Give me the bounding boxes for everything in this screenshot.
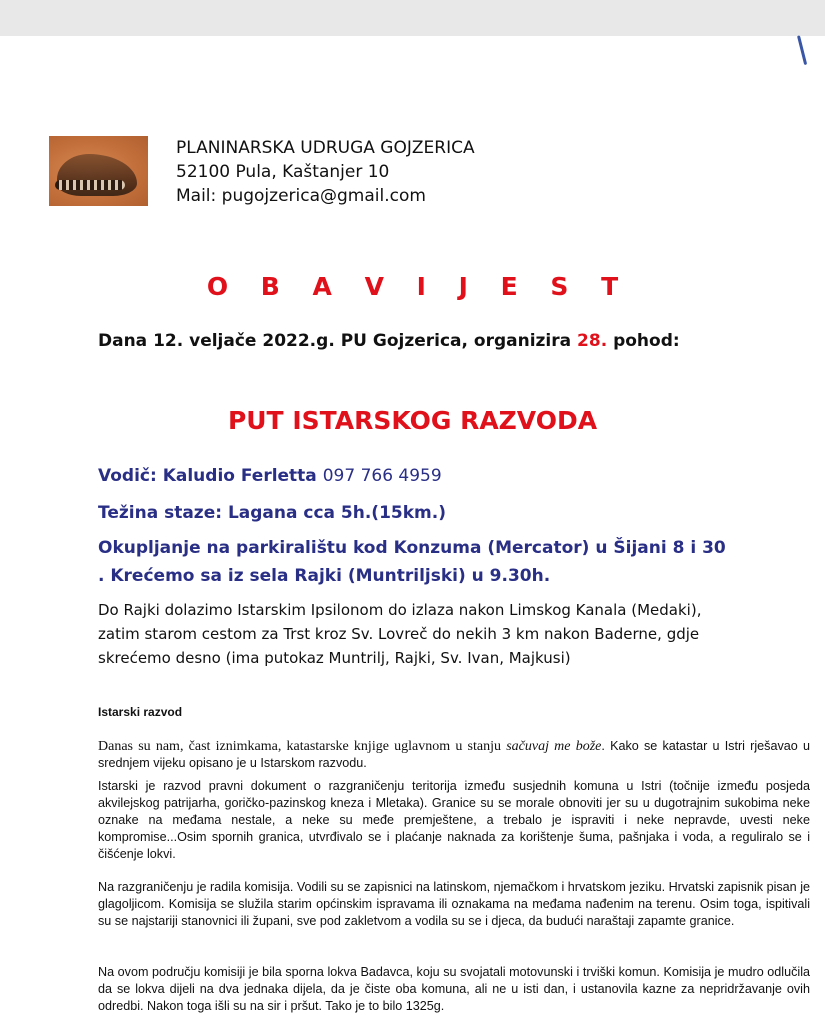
organization-header xyxy=(176,136,475,208)
paragraph-1-rest: . Kako se katastar u Istri rješavao u srednjem vijeku opisano je u Istarskom razvodu. xyxy=(98,739,810,770)
section-heading: Istarski razvod xyxy=(98,705,183,719)
paragraph-4: Na ovom području komisiji je bila sporna lokva Badavca, koju su svojatali motovunski i trviški komun. Komisija je mudro odlučila da se lokva dijeli na dva jednaka dijela, da je čiste oba komuna, ali ne u isti dan, i ustanovila kazne za nepridržavanje ovih odredbi. Nakon toga išli su na sir i pršut. Tako je to bilo 1325g. xyxy=(98,965,810,1013)
paragraph-3: Na razgraničenju je radila komisija. Vodili su se zapisnici na latinskom, njemačkom i hrvatskom jeziku. Hrvatski zapisnik pisan je glagoljicom. Komisija se služila starim općinskim ispravama ili oznakama na međama nađenim na terenu. Osim toga, ispitivali su se najstariji stanovnici ili župani, sve pod zakletvom a vodila su se i djeca, da budući naraštaji zapamte granice. xyxy=(98,880,810,928)
paragraph-1 xyxy=(98,738,810,772)
meeting-line-1: Okupljanje na parkiralištu kod Konzuma (Mercator) u Šijani 8 i 30 xyxy=(98,538,726,558)
difficulty-line: Težina staze: Lagana cca 5h.(15km.) xyxy=(98,503,446,523)
route-description xyxy=(98,598,818,670)
hiking-boot-logo-icon xyxy=(49,136,148,206)
paragraph-2: Istarski je razvod pravni dokument o razgraničenju teritorija između susjednih komuna u Istri (točnije između posjeda akvilejskog patrijarha, goričko-pazinskog kneza i Mletaka). Granice su se morale obnoviti jer su u dugotrajnim sukobima neke oznake na međama nestale, a neke su međe premještene, a trebalo je ispraviti i neke nepravde, uvesti neke kompromise...Osim spornih granica, utvrđivalo se i plaćanje naknada za korištenje šuma, pašnjaka i voda, a reguliralo se i čišćenje lokvi. xyxy=(98,779,810,861)
guide-label: Vodič: Kaludio Ferletta xyxy=(98,466,317,486)
scroll-indicator[interactable] xyxy=(797,35,807,65)
meeting-line-2: . Krećemo sa iz sela Rajki (Muntriljski) u 9.30h. xyxy=(98,566,551,586)
paragraph-1-serif: Danas su nam, čast iznimkama, katastarske knjige uglavnom u stanju xyxy=(98,739,507,754)
organization-name: PLANINARSKA UDRUGA GOJZERICA xyxy=(176,138,475,158)
organization-address: 52100 Pula, Kaštanjer 10 xyxy=(176,162,390,182)
guide-phone: 097 766 4959 xyxy=(322,466,442,486)
top-bar xyxy=(0,0,825,36)
notice-title: O B A V I J E S T xyxy=(206,272,631,301)
organization-mail[interactable]: Mail: pugojzerica@gmail.com xyxy=(176,186,426,206)
route-line: Do Rajki dolazimo Istarskim Ipsilonom do izlaza nakon Limskog Kanala (Medaki), xyxy=(98,601,702,619)
boot-sole xyxy=(55,180,125,190)
hike-number: 28. xyxy=(577,331,608,351)
paragraph-1-italic: sačuvaj me bože xyxy=(506,739,602,754)
intro-before: Dana 12. veljače 2022.g. PU Gojzerica, organizira xyxy=(98,331,578,351)
intro-after: pohod: xyxy=(607,331,680,351)
guide-line xyxy=(98,466,442,486)
hike-headline: PUT ISTARSKOG RAZVODA xyxy=(227,406,598,435)
route-line: skrećemo desno (ima putokaz Muntrilj, Rajki, Sv. Ivan, Majkusi) xyxy=(98,649,571,667)
intro-line xyxy=(98,331,680,351)
route-line: zatim starom cestom za Trst kroz Sv. Lovreč do nekih 3 km nakon Baderne, gdje xyxy=(98,625,700,643)
